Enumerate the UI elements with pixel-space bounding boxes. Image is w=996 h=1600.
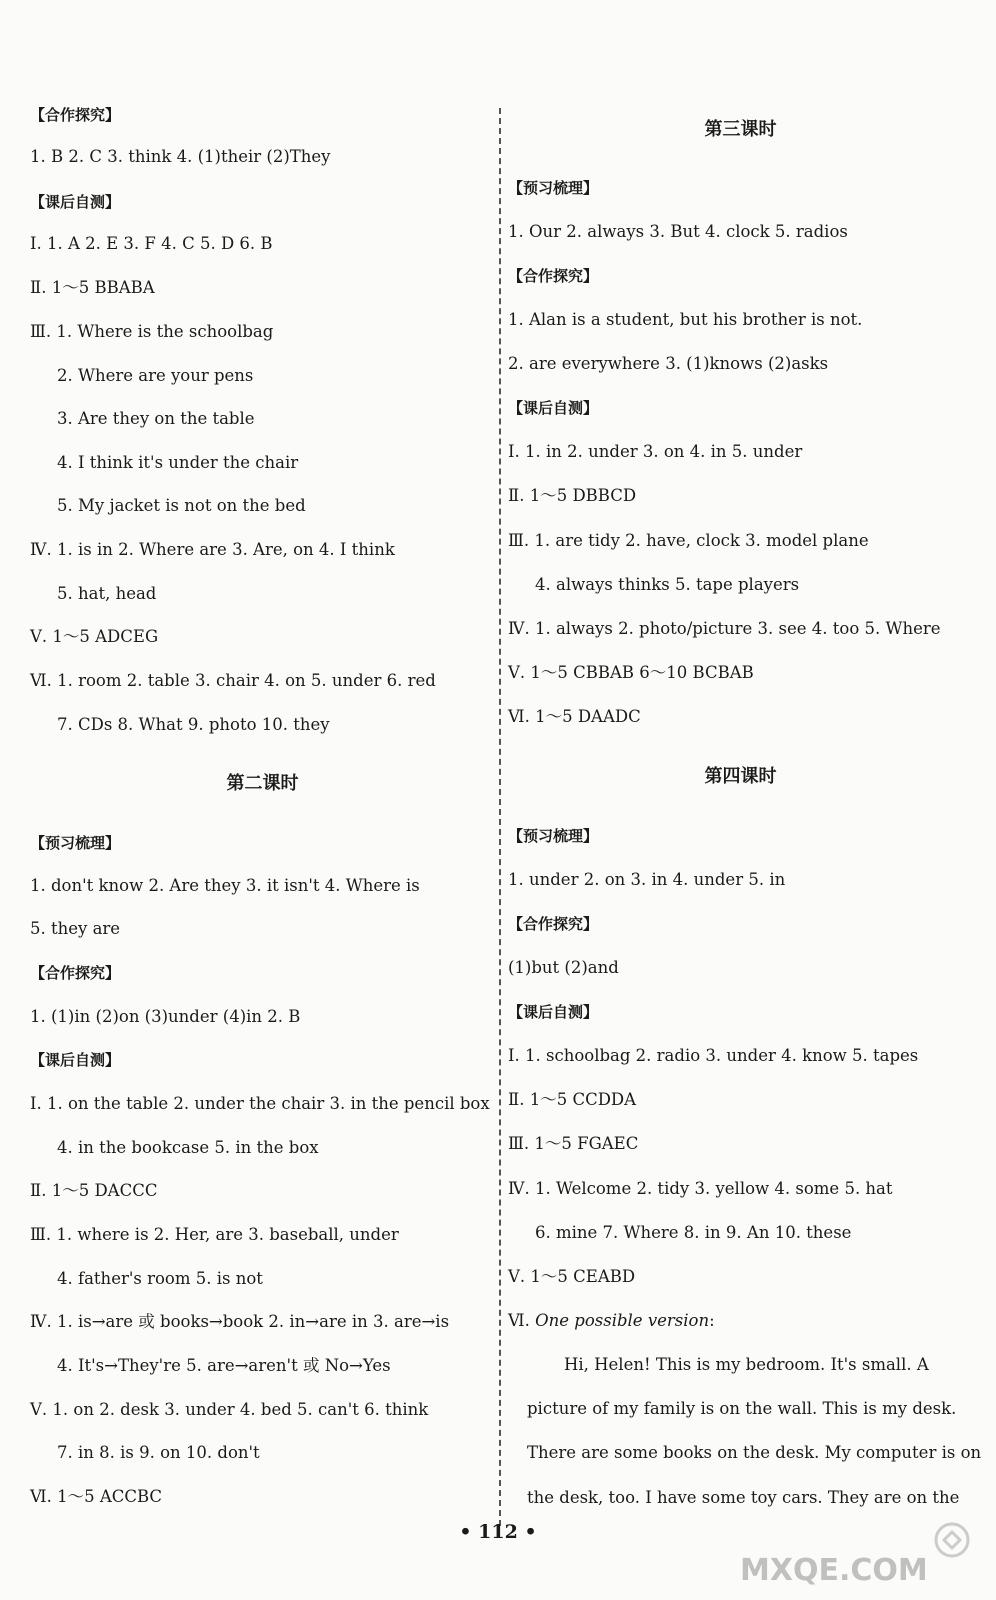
answer-line: 1. don't know 2. Are they 3. it isn't 4. Where is [30,876,420,895]
section-header-hezuo: 【合作探究】 [508,915,599,933]
answer-line: Ⅴ. 1～5 CBBAB 6～10 BCBAB [508,663,754,682]
answer-line: 7. in 8. is 9. on 10. don't [57,1443,260,1462]
answer-line: Ⅵ. 1. room 2. table 3. chair 4. on 5. under 6. red [30,671,436,690]
answer-line: 5. hat, head [57,584,157,603]
answer-line: 4. always thinks 5. tape players [535,575,800,594]
answer-line: 6. mine 7. Where 8. in 9. An 10. these [535,1223,852,1242]
answer-line: (1)but (2)and [508,958,619,977]
watermark-logo [732,1518,982,1590]
column-divider [499,108,501,1526]
section-header-kehou: 【课后自测】 [508,1003,599,1021]
answer-line: 5. My jacket is not on the bed [57,496,306,515]
answer-line: Ⅰ. 1. in 2. under 3. on 4. in 5. under [508,442,803,461]
answer-line: Ⅰ. 1. on the table 2. under the chair 3. in the pencil box [30,1094,490,1113]
essay-line: Hi, Helen! This is my bedroom. It's small. A [564,1355,929,1374]
answer-line: Ⅳ. 1. is→are 或 books→book 2. in→are in 3. are→is [30,1312,450,1331]
answer-line: 1. Alan is a student, but his brother is not. [508,310,863,329]
answer-line: Ⅲ. 1. are tidy 2. have, clock 3. model plane [508,531,869,550]
section-header-kehou: 【课后自测】 [30,193,121,211]
section-header-yuxi: 【预习梳理】 [508,179,599,197]
answer-line: Ⅱ. 1～5 DBBCD [508,486,637,505]
answer-line: 3. Are they on the table [57,409,255,428]
version-prefix: Ⅵ. [508,1311,536,1330]
answer-line: 1. Our 2. always 3. But 4. clock 5. radios [508,222,848,241]
answer-line-version [508,1310,715,1332]
section-header-kehou: 【课后自测】 [508,399,599,417]
version-label: One possible version [535,1311,710,1330]
answer-line: Ⅱ. 1～5 BBABA [30,278,155,297]
answer-line: 7. CDs 8. What 9. photo 10. they [57,715,330,734]
watermark-text: MXQE.COM [740,1553,928,1588]
answer-line: Ⅵ. 1～5 DAADC [508,707,641,726]
answer-line: Ⅲ. 1. Where is the schoolbag [30,322,274,341]
section-header-yuxi: 【预习梳理】 [30,834,121,852]
answer-line: 2. are everywhere 3. (1)knows (2)asks [508,354,829,373]
answer-line: 1. under 2. on 3. in 4. under 5. in [508,870,786,889]
answer-line: Ⅱ. 1～5 DACCC [30,1181,158,1200]
answer-line: Ⅰ. 1. schoolbag 2. radio 3. under 4. know 5. tapes [508,1046,919,1065]
answer-line: 5. they are [30,919,121,938]
lesson-title-2: 第二课时 [226,773,299,794]
answer-line: Ⅵ. 1～5 ACCBC [30,1487,163,1506]
answer-line: Ⅳ. 1. is in 2. Where are 3. Are, on 4. I think [30,540,395,559]
section-header-kehou: 【课后自测】 [30,1051,121,1069]
answer-line: 4. father's room 5. is not [57,1269,263,1288]
lesson-title-3: 第三课时 [704,119,777,140]
answer-line: Ⅰ. 1. A 2. E 3. F 4. C 5. D 6. B [30,234,273,253]
page-number: • 112 • [459,1521,537,1543]
section-header-hezuo: 【合作探究】 [508,267,599,285]
answer-line: 4. in the bookcase 5. in the box [57,1138,319,1157]
answer-line: 2. Where are your pens [57,366,254,385]
answer-line: Ⅴ. 1. on 2. desk 3. under 4. bed 5. can't 6. think [30,1400,429,1419]
version-colon: : [709,1311,715,1330]
answer-line: Ⅴ. 1～5 CEABD [508,1267,636,1286]
section-header-hezuo: 【合作探究】 [30,106,121,124]
answer-line: Ⅳ. 1. Welcome 2. tidy 3. yellow 4. some 5. hat [508,1179,893,1198]
answer-line: 4. It's→They're 5. are→aren't 或 No→Yes [57,1356,391,1375]
answer-line: Ⅳ. 1. always 2. photo/picture 3. see 4. too 5. Where [508,619,941,638]
answer-line: 1. B 2. C 3. think 4. (1)their (2)They [30,147,331,166]
answer-line: 4. I think it's under the chair [57,453,299,472]
essay-line: There are some books on the desk. My computer is on [527,1443,982,1462]
lesson-title-4: 第四课时 [704,766,777,787]
answer-line: Ⅴ. 1～5 ADCEG [30,627,159,646]
essay-line: the desk, too. I have some toy cars. They are on the [527,1488,960,1507]
answer-line: Ⅲ. 1～5 FGAEC [508,1134,639,1153]
answer-line: 1. (1)in (2)on (3)under (4)in 2. B [30,1007,301,1026]
essay-line: picture of my family is on the wall. This is my desk. [527,1399,957,1418]
section-header-yuxi: 【预习梳理】 [508,827,599,845]
section-header-hezuo: 【合作探究】 [30,964,121,982]
answer-line: Ⅱ. 1～5 CCDDA [508,1090,637,1109]
answer-line: Ⅲ. 1. where is 2. Her, are 3. baseball, under [30,1225,399,1244]
